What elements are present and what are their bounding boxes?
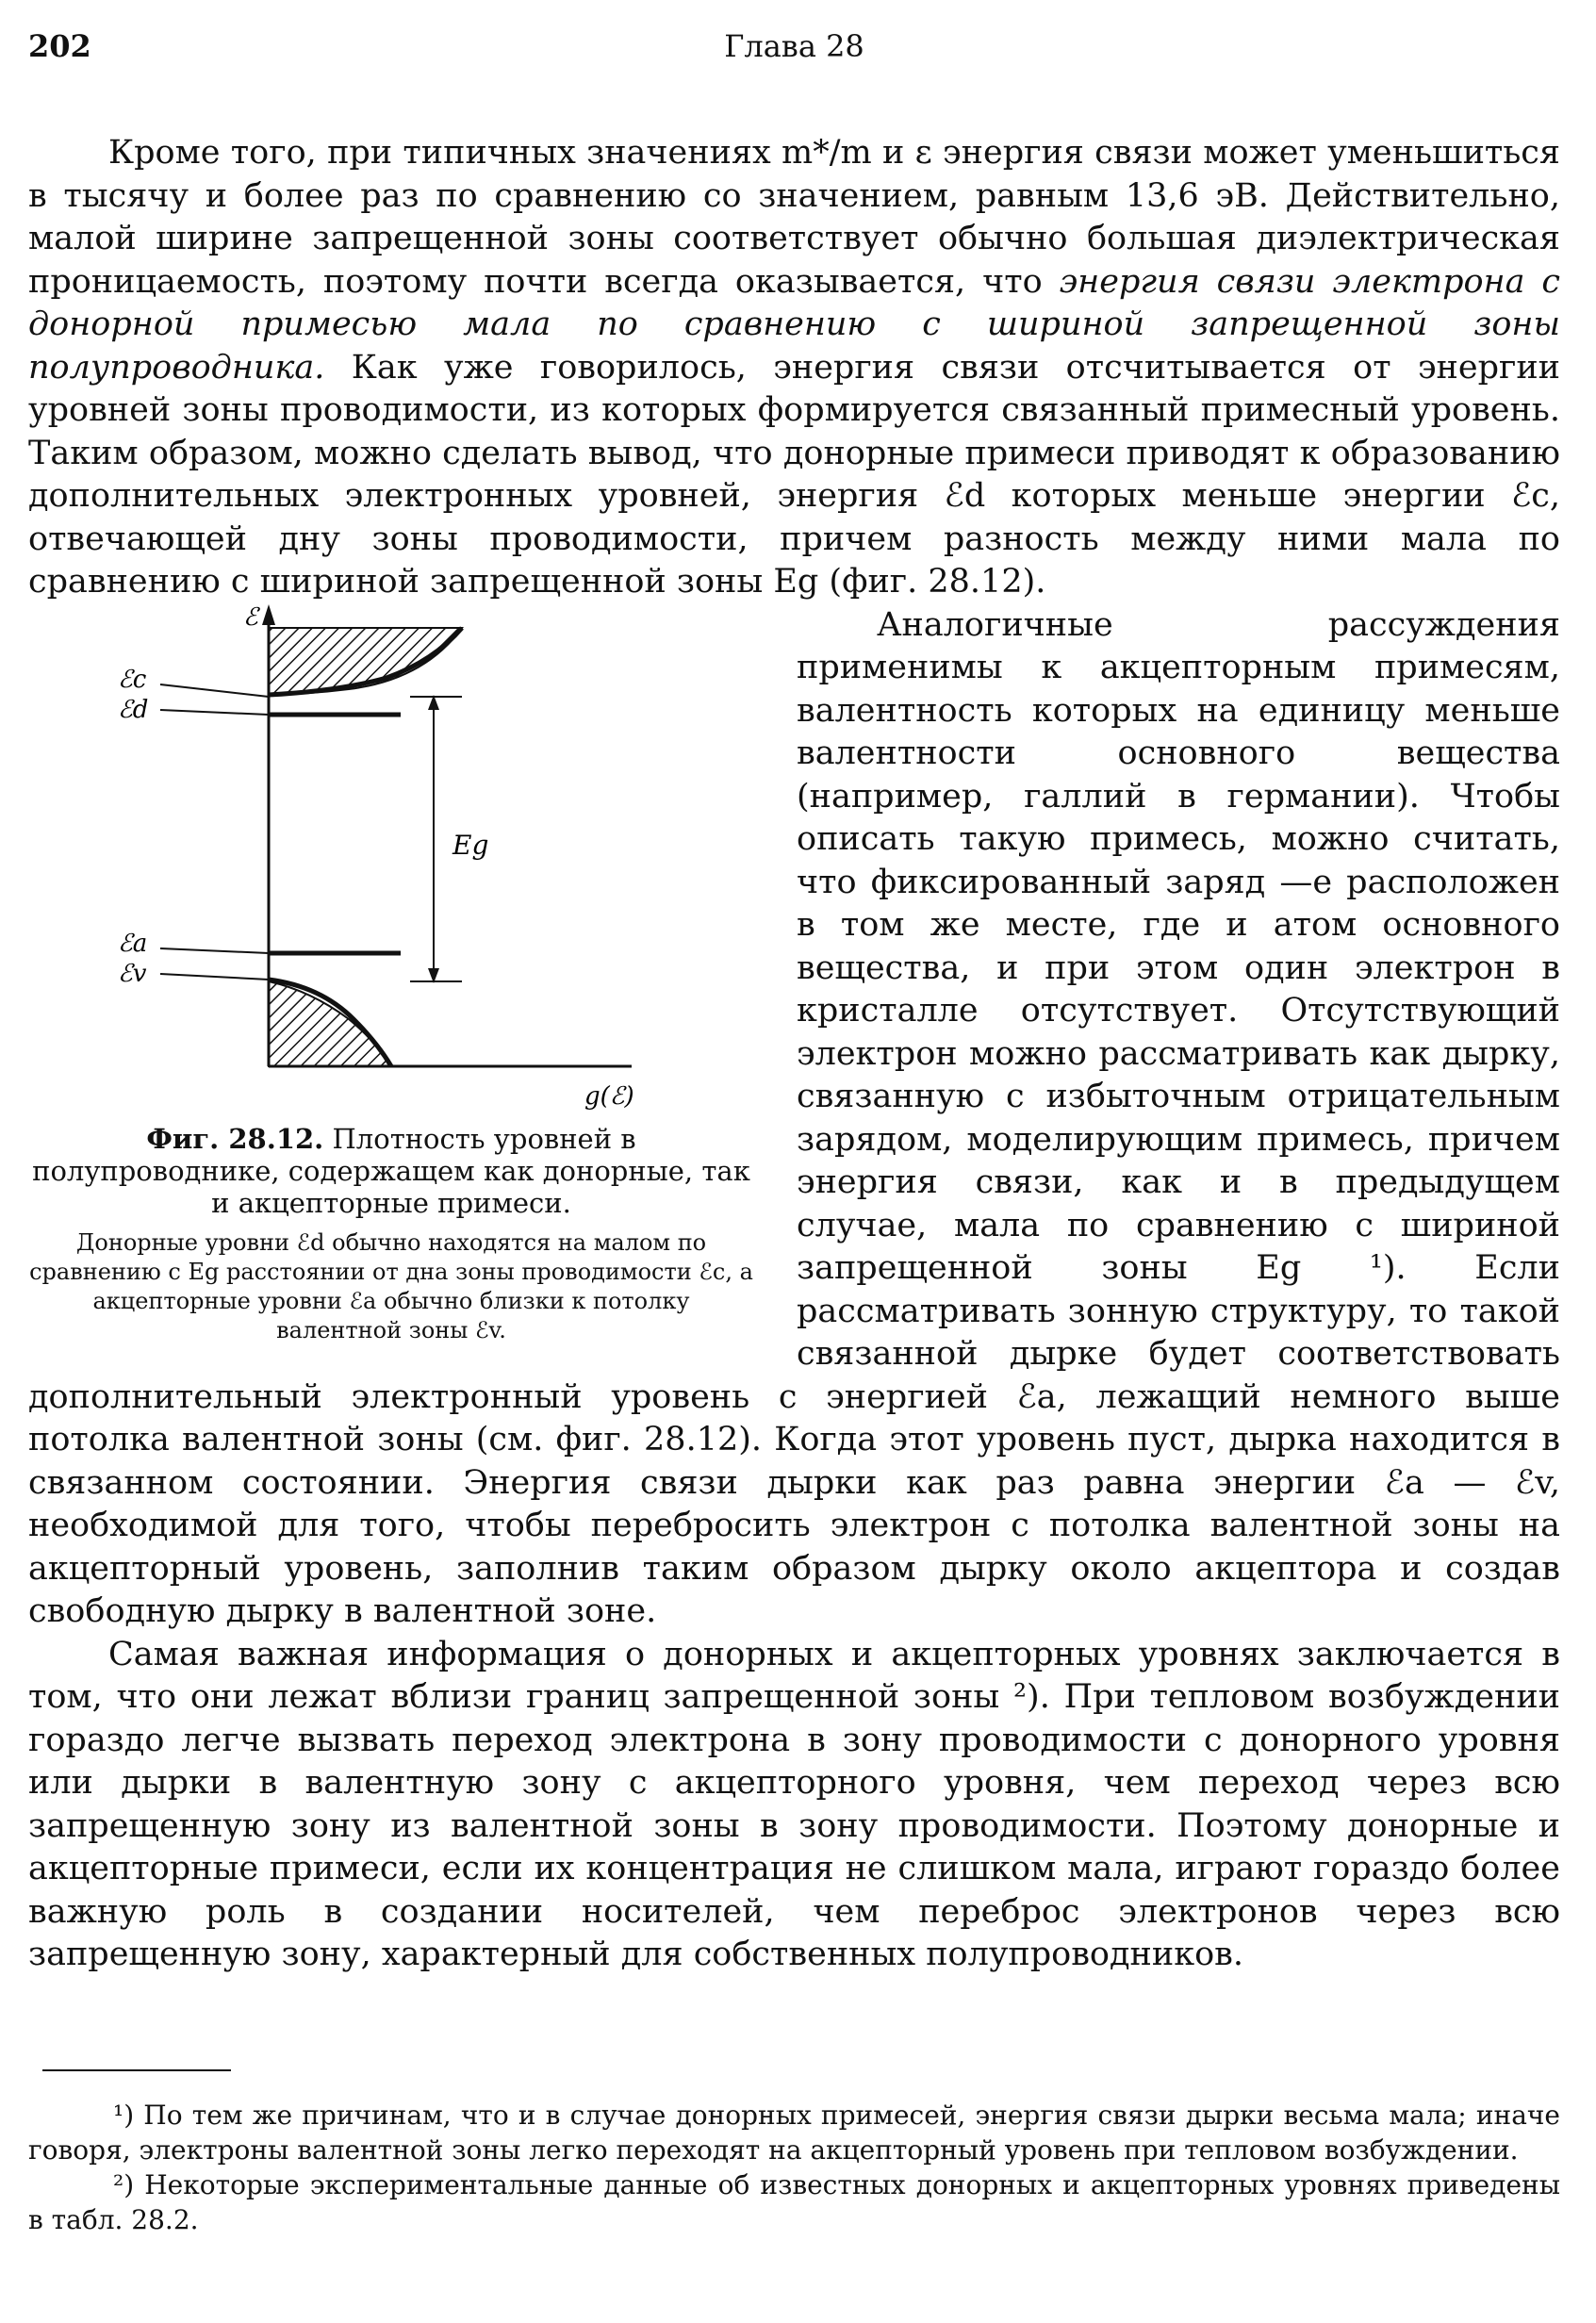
paragraph-3: Самая важная информация о донорных и акцепторных уровнях заключается в том, что они лежат вблизи границ запрещенной зоны ²). При тепловом возбуждении гораздо легче вызвать переход электрона в зону проводимости с донорного уровня или дырки в валентную зону с акцепторного уровня, чем переход через всю запрещенную зону из валентной зоны в зону проводимости. Поэтому донорные и акцепторные примеси, если их концентрация не слишком мала, играют гораздо более важную роль в создании носителей, чем переброс электронов через всю запрещенную зону, характерный для собственных полупроводников.: [28, 1635, 1560, 1973]
energy-axis-label: ℰ: [243, 603, 258, 632]
g-axis-label: g(ℰ): [584, 1081, 634, 1111]
label-ec: ℰc: [118, 665, 147, 694]
page-header: [28, 19, 1560, 75]
label-ea: ℰa: [118, 929, 148, 958]
figure-caption: Фиг. 28.12. Плотность уровней в полупроводнике, содержащем как донорные, так и акцепторные примеси.: [32, 1122, 750, 1219]
figure-note: Донорные уровни ℰd обычно находятся на малом по сравнению с Eg расстоянии от дна зоны проводимости ℰc, а акцепторные уровни ℰa обычно близки к потолку валентной зоны ℰv.: [29, 1228, 753, 1343]
italic-statement: энергия связи электрона с донорной примесью мала по сравнению с шириной запрещенной зоны полупроводника.: [28, 262, 1560, 387]
footnote-rule: [42, 2069, 231, 2071]
page: [28, 19, 1560, 1977]
footnote-1: ¹) По тем же причинам, что и в случае донорных примесей, энергия связи дырки весьма мала; иначе говоря, электроны валентной зоны легко переходят на акцепторный уровень при тепловом возбуждении.: [28, 2100, 1560, 2166]
energy-axis-arrow: [262, 604, 275, 625]
label-ed: ℰd: [118, 695, 149, 724]
footnotes: [28, 2098, 1560, 2237]
paragraph-2: Аналогичные рассуждения применимы к акцепторным примесям, валентность которых на единицу меньше валентности основного вещества (например, галлий в германии). Чтобы описать такую примесь, можно считать, что фиксированный заряд —e расположен в том же месте, где и атом основного вещества, и при этом один электрон в кристалле отсутствует. Отсутствующий электрон можно рассматривать как дырку, связанную с избыточным отрицательным зарядом, моделирующим примесь, причем энергия связи, как и в предыдущем случае, мала по сравнению с шириной запрещенной зоны Eg ¹). Если рассматривать зонную структуру, то такой связанной дырке будет соответствовать дополнительный электронный уровень с энергией ℰa, лежащий немного выше потолка валентной зоны (см. фиг. 28.12). Когда этот уровень пуст, дырка находится в связанном состоянии. Энергия связи дырки как раз равна энергии ℰa — ℰv, необходимой для того, чтобы перебросить электрон с потолка валентной зоны на акцепторный уровень, заполнив таким образом дырку около акцептора и создав свободную дырку в валентной зоне.: [28, 605, 1560, 1630]
page-number: 202: [28, 28, 91, 64]
main-text: [28, 132, 1560, 1977]
footnote-2: ²) Некоторые экспериментальные данные об известных донорных и акцепторных уровнях приведены в табл. 28.2.: [28, 2169, 1560, 2235]
label-eg: Eg: [452, 829, 489, 861]
figure-28-12: [28, 604, 754, 1345]
valence-band-hatch: [269, 981, 391, 1066]
paragraph-1: Кроме того, при типичных значениях m*/m и ε энергия связи может уменьшиться в тысячу и более раз по сравнению со значением, равным 13,6 эВ. Действительно, малой ширине запрещенной зоны соответствует обычно большая диэлектрическая проницаемость, поэтому почти всегда оказывается, что энергия связи электрона с донорной примесью мала по сравнению с шириной запрещенной зоны полупроводника. Как уже говорилось, энергия связи отсчитывается от энергии уровней зоны проводимости, из которых формируется связанный примесный уровень. Таким образом, можно сделать вывод, что донорные примеси приводят к образованию дополнительных электронных уровней, энергия ℰd которых меньше энергии ℰc, отвечающей дну зоны проводимости, причем разность между ними мала по сравнению с шириной запрещенной зоны Eg (фиг. 28.12).: [28, 134, 1560, 601]
density-of-states-diagram: [28, 604, 754, 1113]
running-title: Глава 28: [724, 28, 864, 64]
label-ev: ℰv: [118, 959, 147, 988]
